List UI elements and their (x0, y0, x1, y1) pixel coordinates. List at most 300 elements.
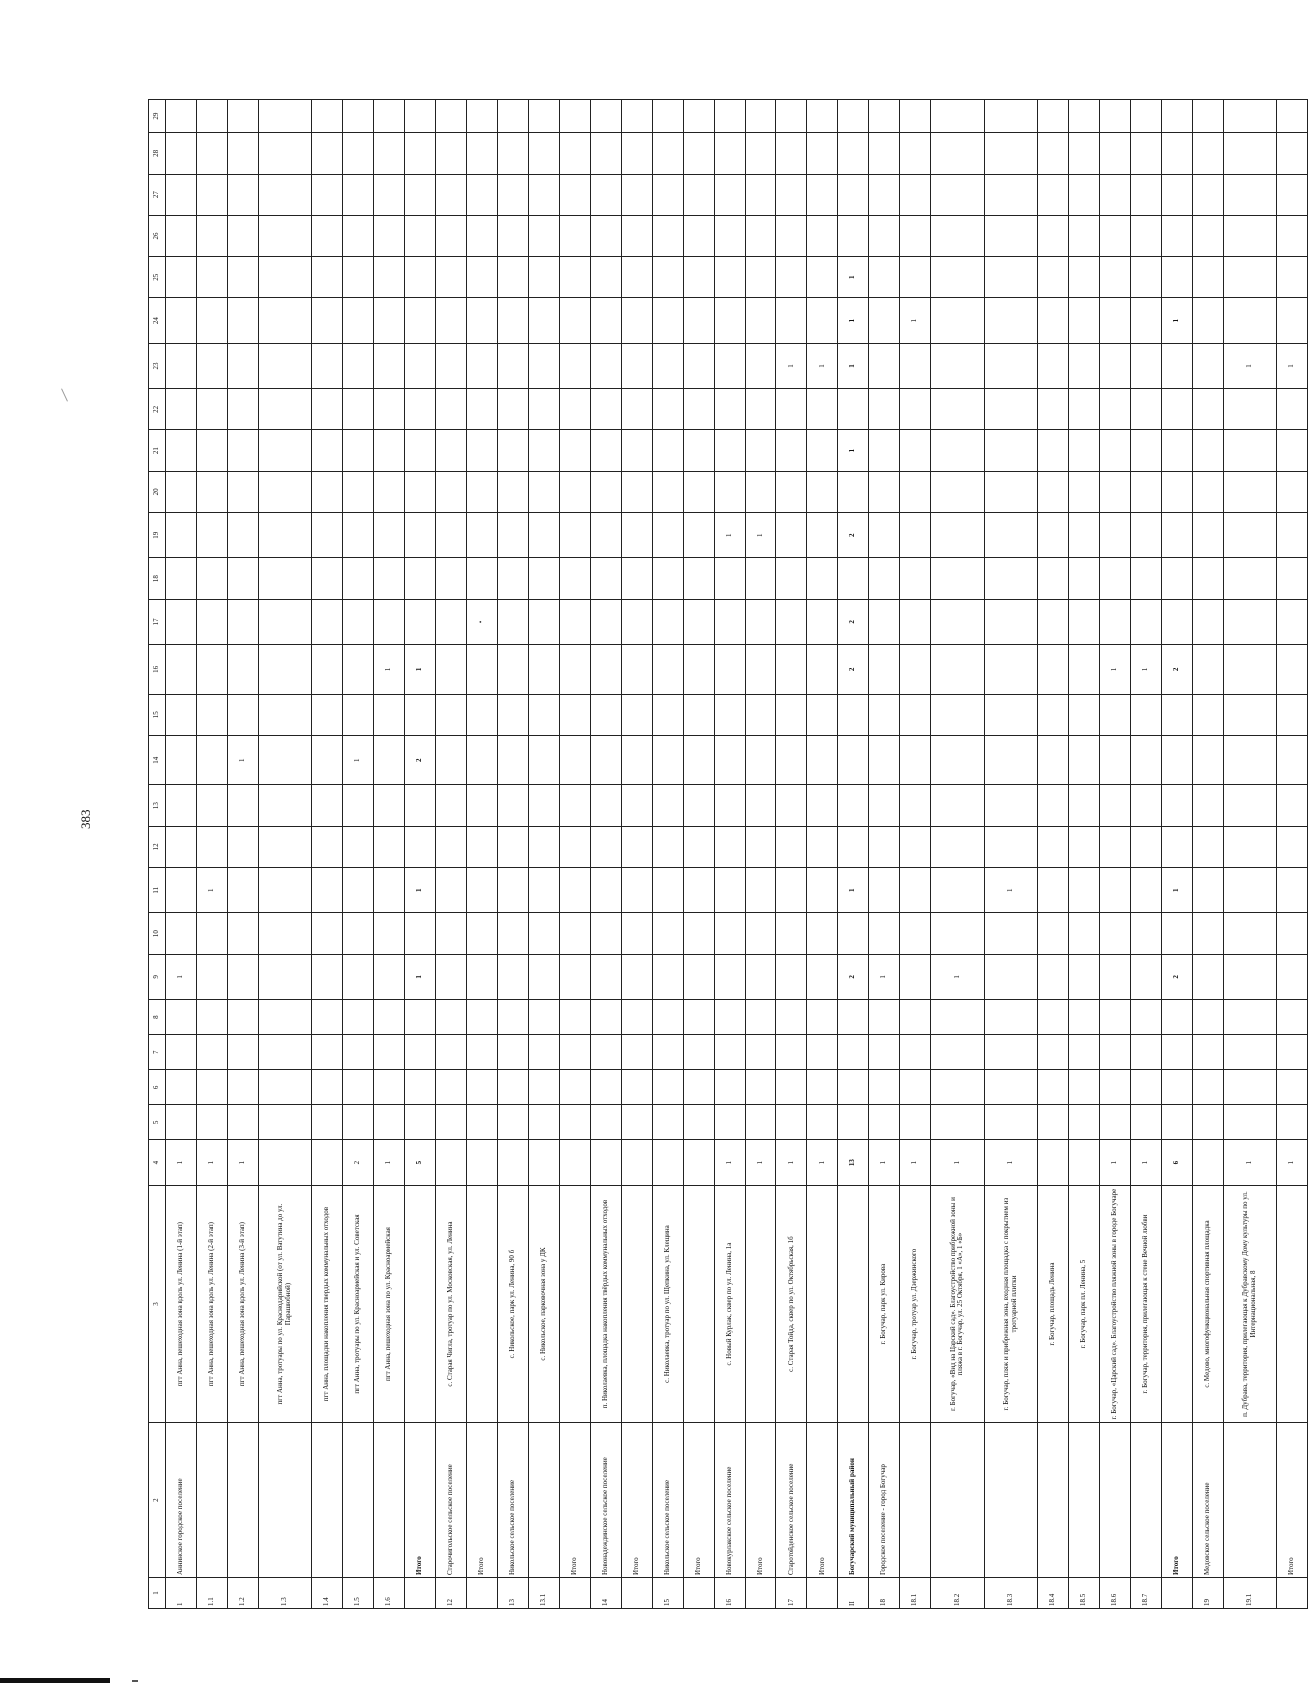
value-cell (405, 694, 436, 735)
value-cell (1130, 257, 1161, 298)
value-cell (838, 215, 869, 256)
value-cell (1130, 1105, 1161, 1140)
value-cell (559, 513, 590, 558)
value-cell (838, 913, 869, 954)
value-cell (559, 298, 590, 343)
value-cell (466, 298, 497, 343)
value-cell (1130, 868, 1161, 913)
value-cell (559, 1035, 590, 1070)
value-cell: 2 (1161, 954, 1192, 999)
value-cell (466, 389, 497, 430)
value-cell (497, 826, 528, 867)
object-description (621, 1185, 652, 1422)
value-cell (590, 694, 621, 735)
settlement-name (1068, 1423, 1099, 1578)
value-cell (1068, 1140, 1099, 1185)
object-description: г. Богучар, «Царский сад». Благоустройство пляжной зоны в городе Богучаре (1099, 1185, 1130, 1422)
value-cell (1130, 471, 1161, 512)
value-cell (343, 343, 374, 388)
value-cell (1192, 954, 1223, 999)
value-cell (1192, 133, 1223, 174)
value-cell (258, 1070, 311, 1105)
value-cell (405, 1105, 436, 1140)
value-cell (436, 343, 467, 388)
value-cell (931, 343, 984, 388)
value-cell (1161, 1035, 1192, 1070)
value-cell (258, 694, 311, 735)
value-cell (528, 389, 559, 430)
value-cell (683, 257, 714, 298)
value-cell (621, 133, 652, 174)
value-cell (807, 599, 838, 644)
value-cell (312, 868, 343, 913)
value-cell (1192, 174, 1223, 215)
value-cell (714, 471, 745, 512)
value-cell (1192, 1105, 1223, 1140)
value-cell (1276, 1070, 1307, 1105)
value-cell (931, 1105, 984, 1140)
value-cell (1276, 1105, 1307, 1140)
value-cell (621, 215, 652, 256)
value-cell (1130, 174, 1161, 215)
value-cell (714, 735, 745, 785)
value-cell (1068, 1070, 1099, 1105)
value-cell (559, 913, 590, 954)
value-cell (258, 599, 311, 644)
value-cell (374, 1105, 405, 1140)
value-cell (621, 735, 652, 785)
value-cell (374, 298, 405, 343)
value-cell (196, 913, 227, 954)
value-cell (590, 868, 621, 913)
value-cell: 1 (196, 1140, 227, 1185)
value-cell (1192, 599, 1223, 644)
value-cell (227, 913, 258, 954)
value-cell (196, 215, 227, 256)
row-number: 19 (1192, 1578, 1223, 1609)
value-cell (166, 343, 197, 388)
settlement-name (196, 1423, 227, 1578)
value-cell (652, 513, 683, 558)
value-cell (931, 298, 984, 343)
value-cell (745, 694, 776, 735)
value-cell (466, 826, 497, 867)
value-cell (1223, 826, 1276, 867)
value-cell (258, 1105, 311, 1140)
value-cell (869, 694, 900, 735)
value-cell (466, 471, 497, 512)
value-cell (1161, 1000, 1192, 1035)
value-cell: 1 (838, 298, 869, 343)
row-number: 18.4 (1037, 1578, 1068, 1609)
object-description: пгт Анна, пешеходная зона вдоль ул. Ленина (3-й этап) (227, 1185, 258, 1422)
value-cell (1161, 174, 1192, 215)
value-cell (312, 1140, 343, 1185)
value-cell (1192, 558, 1223, 599)
value-cell (714, 954, 745, 999)
value-cell (807, 430, 838, 471)
table-row (1161, 100, 1192, 1609)
value-cell (528, 1000, 559, 1035)
value-cell (528, 913, 559, 954)
settlement-name: Городское поселение - город Богучар (869, 1423, 900, 1578)
value-cell (559, 694, 590, 735)
value-cell (869, 257, 900, 298)
value-cell (436, 100, 467, 133)
value-cell (227, 599, 258, 644)
value-cell (1130, 826, 1161, 867)
value-cell (559, 735, 590, 785)
value-cell (621, 785, 652, 826)
value-cell (590, 785, 621, 826)
value-cell (984, 298, 1037, 343)
row-number: 13 (497, 1578, 528, 1609)
settlement-name (258, 1423, 311, 1578)
settlement-name (1223, 1423, 1276, 1578)
value-cell (1068, 735, 1099, 785)
value-cell (714, 645, 745, 695)
row-number (559, 1578, 590, 1609)
value-cell (374, 513, 405, 558)
value-cell (838, 694, 869, 735)
value-cell (374, 1070, 405, 1105)
value-cell (312, 430, 343, 471)
value-cell (776, 430, 807, 471)
value-cell (1099, 257, 1130, 298)
value-cell (984, 1035, 1037, 1070)
table-row (838, 100, 869, 1609)
value-cell (745, 257, 776, 298)
value-cell (1068, 298, 1099, 343)
value-cell (1223, 1105, 1276, 1140)
value-cell (745, 1070, 776, 1105)
value-cell (714, 215, 745, 256)
value-cell (714, 298, 745, 343)
value-cell (984, 343, 1037, 388)
column-header: 25 (149, 257, 166, 298)
value-cell (559, 954, 590, 999)
value-cell (590, 389, 621, 430)
value-cell (1276, 785, 1307, 826)
value-cell (227, 1105, 258, 1140)
value-cell (312, 694, 343, 735)
value-cell (1099, 215, 1130, 256)
value-cell (745, 343, 776, 388)
value-cell (1276, 471, 1307, 512)
object-description: г. Богучар, площадь Ленина (1037, 1185, 1068, 1422)
value-cell: 1 (838, 343, 869, 388)
value-cell (652, 430, 683, 471)
value-cell (559, 826, 590, 867)
value-cell (1099, 513, 1130, 558)
value-cell (312, 558, 343, 599)
value-cell (436, 513, 467, 558)
value-cell (776, 645, 807, 695)
row-number (1276, 1578, 1307, 1609)
column-header: 21 (149, 430, 166, 471)
table-row (683, 100, 714, 1609)
row-number: 1 (166, 1578, 197, 1609)
value-cell (900, 913, 931, 954)
value-cell (683, 100, 714, 133)
value-cell (683, 513, 714, 558)
value-cell (497, 471, 528, 512)
table-row (1068, 100, 1099, 1609)
value-cell (652, 257, 683, 298)
value-cell (1130, 100, 1161, 133)
value-cell (258, 298, 311, 343)
value-cell (1037, 558, 1068, 599)
value-cell (1276, 174, 1307, 215)
value-cell (776, 735, 807, 785)
value-cell (559, 1000, 590, 1035)
value-cell (984, 694, 1037, 735)
value-cell (745, 913, 776, 954)
value-cell (258, 215, 311, 256)
value-cell (1099, 1105, 1130, 1140)
value-cell (807, 954, 838, 999)
value-cell: 1 (714, 1140, 745, 1185)
value-cell (466, 430, 497, 471)
table-row (869, 100, 900, 1609)
column-header: 20 (149, 471, 166, 512)
column-header: 22 (149, 389, 166, 430)
value-cell (166, 1000, 197, 1035)
value-cell (683, 785, 714, 826)
value-cell (374, 1035, 405, 1070)
value-cell (559, 868, 590, 913)
value-cell (559, 133, 590, 174)
value-cell (466, 954, 497, 999)
value-cell (436, 735, 467, 785)
value-cell (559, 343, 590, 388)
value-cell (374, 343, 405, 388)
value-cell (931, 694, 984, 735)
value-cell (807, 513, 838, 558)
value-cell (1276, 735, 1307, 785)
value-cell (984, 1000, 1037, 1035)
value-cell (1192, 785, 1223, 826)
value-cell (652, 174, 683, 215)
value-cell (652, 343, 683, 388)
value-cell (196, 430, 227, 471)
value-cell (1068, 1035, 1099, 1070)
table-row (1276, 100, 1307, 1609)
value-cell (683, 343, 714, 388)
value-cell (1161, 389, 1192, 430)
row-number: 14 (590, 1578, 621, 1609)
value-cell (559, 785, 590, 826)
table-row (166, 100, 197, 1609)
value-cell (869, 298, 900, 343)
object-description: пгт Анна, пешеходная зона вдоль ул. Ленина (2-й этап) (196, 1185, 227, 1422)
value-cell (1130, 430, 1161, 471)
value-cell (590, 735, 621, 785)
value-cell (196, 257, 227, 298)
value-cell (984, 735, 1037, 785)
value-cell (1223, 954, 1276, 999)
value-cell (1068, 645, 1099, 695)
value-cell (621, 645, 652, 695)
value-cell (343, 174, 374, 215)
value-cell (1192, 1000, 1223, 1035)
value-cell (984, 785, 1037, 826)
value-cell (227, 471, 258, 512)
value-cell (1037, 785, 1068, 826)
value-cell (931, 100, 984, 133)
value-cell (590, 298, 621, 343)
value-cell (166, 599, 197, 644)
value-cell (683, 558, 714, 599)
column-header: 24 (149, 298, 166, 343)
settlement-name (1037, 1423, 1068, 1578)
value-cell (528, 785, 559, 826)
row-number (807, 1578, 838, 1609)
value-cell (900, 785, 931, 826)
value-cell (436, 389, 467, 430)
value-cell (312, 1070, 343, 1105)
value-cell (559, 430, 590, 471)
value-cell (374, 215, 405, 256)
value-cell (497, 389, 528, 430)
value-cell (590, 558, 621, 599)
value-cell (900, 954, 931, 999)
value-cell (931, 471, 984, 512)
value-cell (528, 558, 559, 599)
value-cell (166, 298, 197, 343)
table-row (1192, 100, 1223, 1609)
value-cell (374, 694, 405, 735)
value-cell (838, 389, 869, 430)
value-cell (900, 645, 931, 695)
value-cell (343, 694, 374, 735)
value-cell (1037, 694, 1068, 735)
value-cell (621, 100, 652, 133)
value-cell (497, 1035, 528, 1070)
table-row (466, 100, 497, 1609)
value-cell (900, 868, 931, 913)
value-cell (1276, 1000, 1307, 1035)
value-cell (900, 558, 931, 599)
value-cell (497, 1105, 528, 1140)
value-cell (776, 785, 807, 826)
value-cell (714, 343, 745, 388)
value-cell (984, 645, 1037, 695)
value-cell (869, 174, 900, 215)
value-cell (984, 100, 1037, 133)
value-cell (900, 735, 931, 785)
value-cell (528, 298, 559, 343)
value-cell (621, 826, 652, 867)
object-description (559, 1185, 590, 1422)
value-cell (405, 343, 436, 388)
value-cell (807, 694, 838, 735)
value-cell (900, 257, 931, 298)
value-cell (436, 1105, 467, 1140)
column-header: 10 (149, 913, 166, 954)
value-cell (497, 599, 528, 644)
value-cell (590, 215, 621, 256)
value-cell (1223, 389, 1276, 430)
value-cell (466, 1035, 497, 1070)
value-cell (1161, 913, 1192, 954)
value-cell: 1 (405, 868, 436, 913)
value-cell (227, 257, 258, 298)
column-header: 23 (149, 343, 166, 388)
value-cell: 1 (1130, 1140, 1161, 1185)
value-cell (497, 785, 528, 826)
value-cell (1192, 1070, 1223, 1105)
value-cell (227, 133, 258, 174)
value-cell (590, 343, 621, 388)
value-cell (166, 513, 197, 558)
row-number: 18.6 (1099, 1578, 1130, 1609)
value-cell (497, 735, 528, 785)
value-cell (559, 257, 590, 298)
value-cell (196, 1000, 227, 1035)
value-cell (227, 1000, 258, 1035)
settlement-name (528, 1423, 559, 1578)
value-cell (590, 1105, 621, 1140)
value-cell (312, 174, 343, 215)
value-cell (1037, 174, 1068, 215)
value-cell (683, 735, 714, 785)
value-cell: 1 (196, 868, 227, 913)
column-header: 17 (149, 599, 166, 644)
value-cell (869, 599, 900, 644)
value-cell: 1 (405, 954, 436, 999)
value-cell (196, 174, 227, 215)
value-cell (621, 599, 652, 644)
scan-mark (61, 388, 68, 401)
value-cell (745, 471, 776, 512)
value-cell (807, 785, 838, 826)
value-cell: 1 (900, 298, 931, 343)
value-cell (869, 1035, 900, 1070)
value-cell (683, 868, 714, 913)
column-header: 7 (149, 1035, 166, 1070)
value-cell: 1 (1099, 1140, 1130, 1185)
value-cell (1037, 599, 1068, 644)
value-cell (312, 298, 343, 343)
value-cell: 1 (1276, 1140, 1307, 1185)
value-cell (869, 826, 900, 867)
value-cell (227, 785, 258, 826)
value-cell (621, 1140, 652, 1185)
value-cell (590, 471, 621, 512)
value-cell (1192, 257, 1223, 298)
value-cell (405, 215, 436, 256)
settlement-name: Итого (466, 1423, 497, 1578)
value-cell (1276, 215, 1307, 256)
value-cell (900, 343, 931, 388)
value-cell (984, 1105, 1037, 1140)
value-cell (714, 599, 745, 644)
value-cell (343, 645, 374, 695)
value-cell (374, 913, 405, 954)
value-cell (528, 694, 559, 735)
table-row (652, 100, 683, 1609)
value-cell (227, 868, 258, 913)
value-cell (652, 599, 683, 644)
value-cell (528, 868, 559, 913)
value-cell: 1 (984, 868, 1037, 913)
table-row (1223, 100, 1276, 1609)
value-cell (436, 1070, 467, 1105)
value-cell (1161, 599, 1192, 644)
value-cell (258, 954, 311, 999)
object-description: пгт Анна, площадки накопления твердых коммунальных отходов (312, 1185, 343, 1422)
